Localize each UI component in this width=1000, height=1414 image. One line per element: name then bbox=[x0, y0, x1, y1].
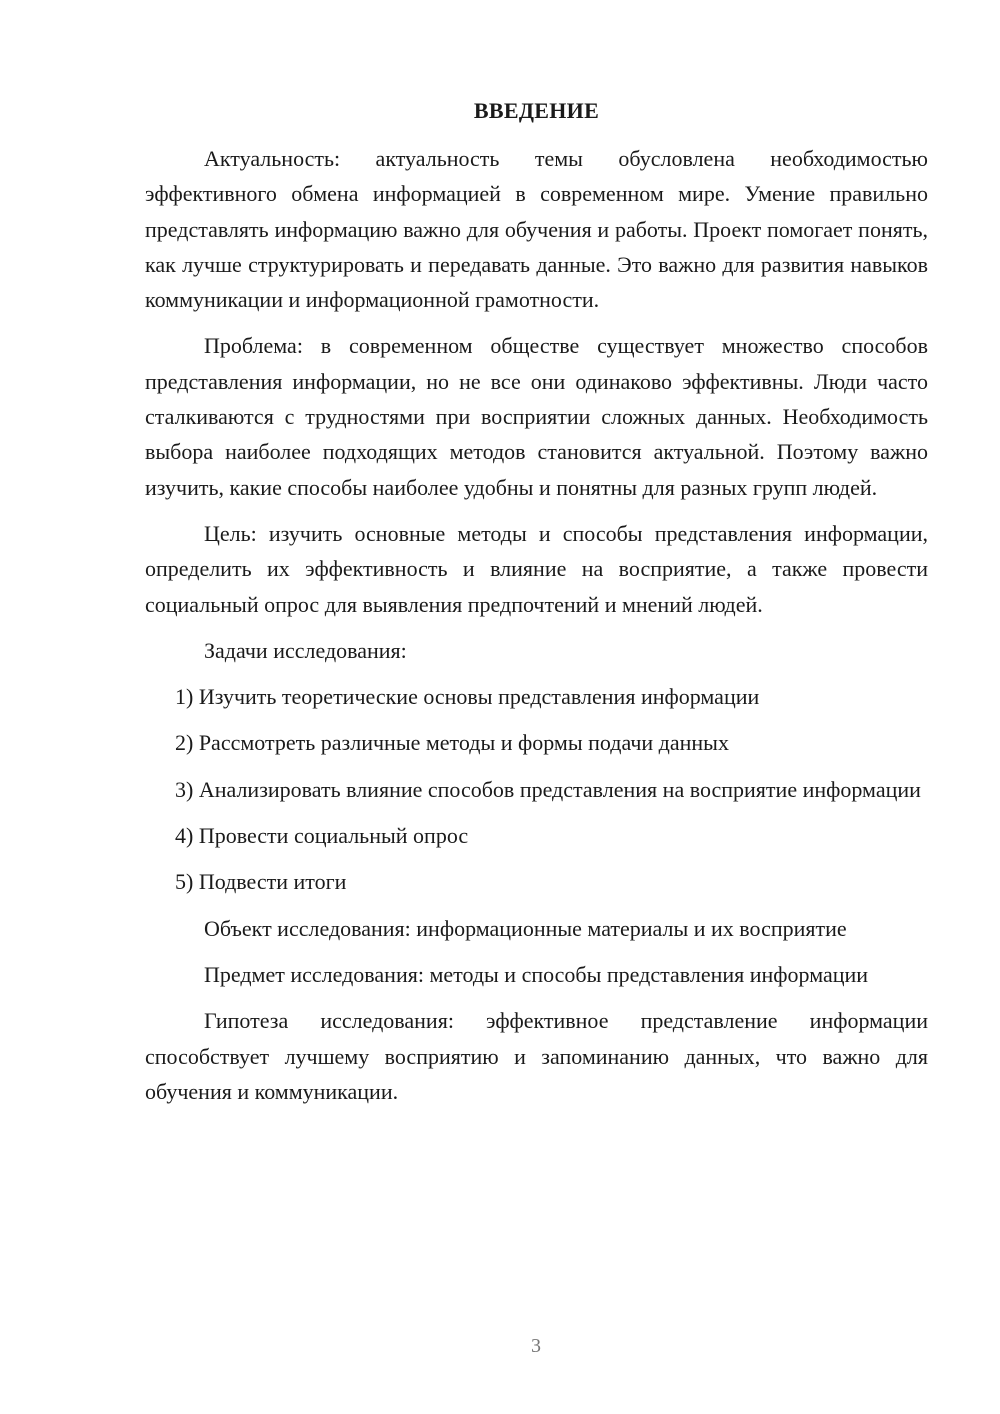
task-item-3: 3) Анализировать влияние способов представления на восприятие информации bbox=[175, 776, 921, 802]
tasks-title: Задачи исследования: bbox=[204, 637, 407, 663]
task-item-1: 1) Изучить теоретические основы представления информации bbox=[175, 684, 760, 710]
task-item-5: 5) Подвести итоги bbox=[175, 869, 347, 895]
research-object-paragraph: Объект исследования: информационные материалы и их восприятие bbox=[204, 915, 847, 941]
hypothesis-paragraph: Гипотеза исследования: эффективное представление информации способствует лучшему восприятию и запоминанию данных, что важно для обучения и коммуникации. bbox=[145, 1008, 928, 1104]
goal-paragraph: Цель: изучить основные методы и способы представления информации, определить их эффективность и влияние на восприятие, а также провести социальный опрос для выявления предпочтений и мнений людей. bbox=[145, 520, 928, 617]
section-body bbox=[145, 141, 928, 1120]
problem-paragraph: Проблема: в современном обществе существует множество способов представления информации, но не все они одинаково эффективны. Люди часто сталкиваются с трудностями при восприятии сложных данных. Необходимость выбора наиболее подходящих методов становится актуальной. Поэтому важно изучить, какие способы наиболее удобны и понятны для разных групп людей. bbox=[145, 333, 928, 500]
task-item-2: 2) Рассмотреть различные методы и формы подачи данных bbox=[175, 730, 729, 756]
section-heading: ВВЕДЕНИЕ bbox=[473, 98, 600, 123]
page-number: 3 bbox=[531, 1335, 541, 1357]
relevance-paragraph: Актуальность: актуальность темы обусловлена необходимостью эффективного обмена информацией в современном мире. Умение правильно представлять информацию важно для обучения и работы. Проект помогает понять, как лучше структурировать и передавать данные. Это важно для развития навыков коммуникации и информационной грамотности. bbox=[145, 146, 928, 313]
research-subject-paragraph: Предмет исследования: методы и способы представления информации bbox=[204, 961, 869, 987]
task-item-4: 4) Провести социальный опрос bbox=[175, 823, 469, 849]
